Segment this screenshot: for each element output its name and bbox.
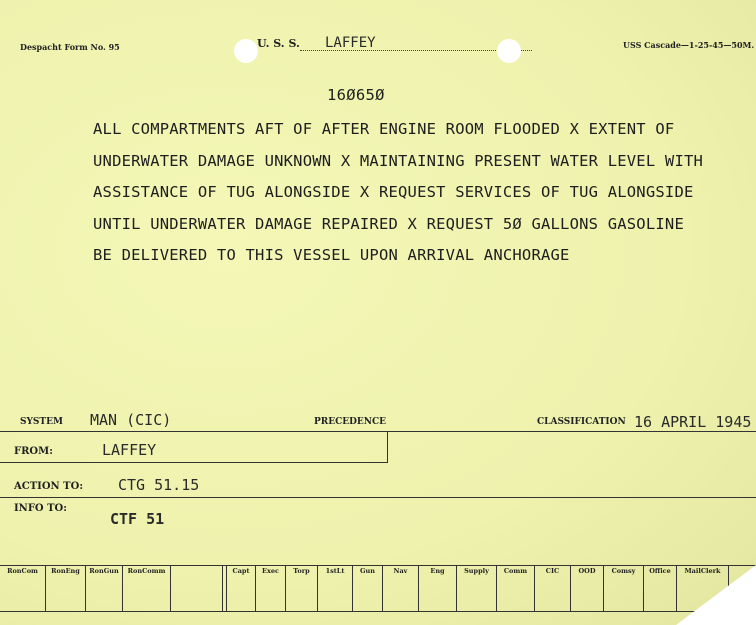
routing-cell: Nav xyxy=(382,565,418,612)
routing-cell: CIC xyxy=(534,565,570,612)
routing-cell: Gun xyxy=(352,565,382,612)
info-to-value: CTF 51 xyxy=(110,510,165,528)
divider xyxy=(387,431,388,463)
punch-hole xyxy=(497,39,521,63)
date-value: 16 APRIL 1945 xyxy=(634,413,752,431)
routing-cell: RonCom xyxy=(7,567,38,575)
message-line: ALL COMPARTMENTS AFT OF AFTER ENGINE ROOM FLOODED X EXTENT OF xyxy=(93,120,675,138)
routing-cell: RonEng xyxy=(45,565,85,612)
ship-name: LAFFEY xyxy=(325,35,376,51)
routing-cell: RonGun xyxy=(85,565,122,612)
ship-prefix: U. S. S. xyxy=(257,37,300,50)
routing-cell: Torp xyxy=(285,565,317,612)
routing-cell: Office xyxy=(643,565,676,612)
divider xyxy=(0,497,756,498)
message-line: UNDERWATER DAMAGE UNKNOWN X MAINTAINING PRESENT WATER LEVEL WITH xyxy=(93,152,704,170)
torn-corner xyxy=(676,565,756,625)
divider xyxy=(0,462,388,463)
message-line: BE DELIVERED TO THIS VESSEL UPON ARRIVAL ANCHORAGE xyxy=(93,246,570,264)
routing-cell: Comsy xyxy=(603,565,643,612)
routing-cell: MailClerk xyxy=(676,565,728,612)
system-label: SYSTEM xyxy=(20,417,63,427)
precedence-label: PRECEDENCE xyxy=(314,417,387,427)
routing-cell: Capt xyxy=(226,565,255,612)
routing-cell: 1stLt xyxy=(317,565,352,612)
routing-cell: Supply xyxy=(456,565,496,612)
routing-cell xyxy=(170,565,222,612)
routing-cell: Eng xyxy=(418,565,456,612)
from-value: LAFFEY xyxy=(102,441,157,459)
classification-label: CLASSIFICATION xyxy=(537,417,626,427)
form-number: Despacht Form No. 95 xyxy=(20,42,120,52)
action-to-value: CTG 51.15 xyxy=(118,476,200,494)
routing-block xyxy=(0,565,756,612)
routing-cell: RonComm xyxy=(122,565,170,612)
date-time-group: 16Ø65Ø xyxy=(327,86,385,104)
from-label: FROM: xyxy=(14,446,53,457)
punch-hole xyxy=(234,39,258,63)
info-to-label: INFO TO: xyxy=(14,503,67,514)
message-line: ASSISTANCE OF TUG ALONGSIDE X REQUEST SERVICES OF TUG ALONGSIDE xyxy=(93,183,694,201)
system-value: MAN (CIC) xyxy=(90,411,172,429)
action-to-label: ACTION TO: xyxy=(14,481,84,492)
routing-cell: Comm xyxy=(496,565,534,612)
routing-cell: Exec xyxy=(255,565,285,612)
routing-cell: OOD xyxy=(570,565,603,612)
message-line: UNTIL UNDERWATER DAMAGE REPAIRED X REQUEST 5Ø GALLONS GASOLINE xyxy=(93,215,684,233)
print-info: USS Cascade—1-25-45—50M. xyxy=(623,40,755,50)
divider xyxy=(0,431,756,432)
